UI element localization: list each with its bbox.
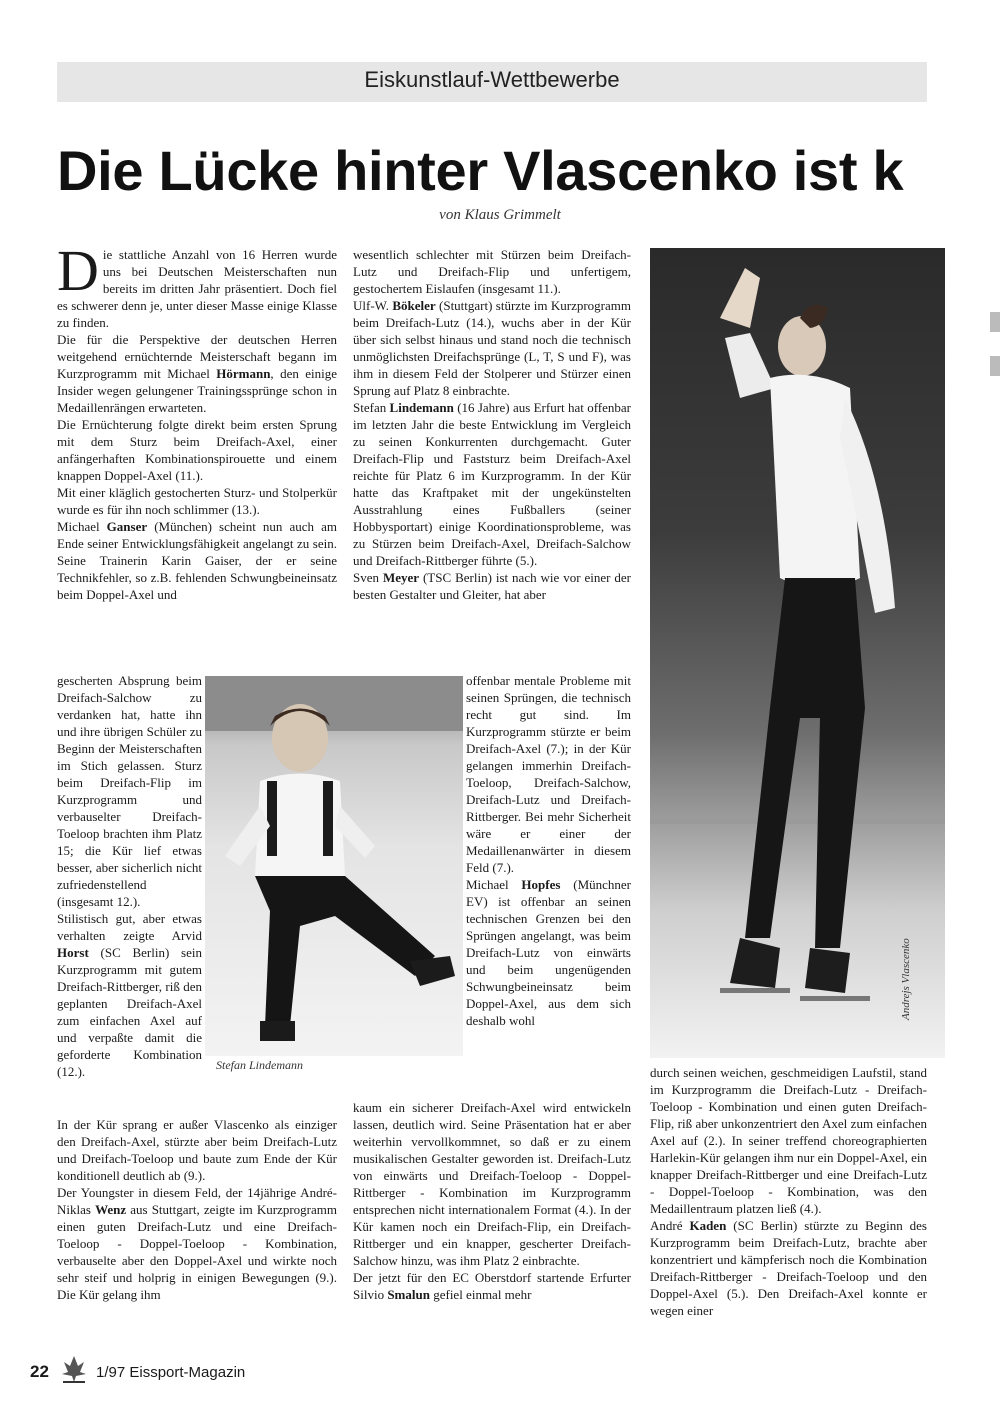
column-2-bottom — [353, 1099, 631, 1303]
paragraph: D ie stattliche Anzahl von 16 Herren wurde uns bei Deutschen Meisterschaften nun bereits im dritten Jahr präsentiert. Doch fiel es schwerer denn je, unter dieser Masse einige Klasse zu finden. — [57, 238, 337, 330]
column-2-narrow — [466, 672, 631, 1029]
skater-name: Bökeler — [392, 298, 436, 313]
photo-main-skater — [650, 248, 945, 1058]
section-label: Eiskunstlauf-Wettbewerbe — [364, 67, 620, 92]
skater-name: Hörmann — [216, 366, 271, 381]
skater-name: Smalun — [387, 1287, 430, 1302]
skater-name: Wenz — [95, 1202, 127, 1217]
paragraph: Stefan Lindemann (16 Jahre) aus Erfurt hat offenbar im letzten Jahr die beste Entwicklung im Vergleich zu seinen Konkurrenten durchgemacht. Guter Dreifach-Flip und Faststurz beim Dreifach-Axel reichte für Platz 6 im Kurzprogramm. In der Kür hatte das Kraftpaket mit der ungekünstelten Ausstrahlung eines Fußballers (seiner Hobbysportart) einige Koordinationsprobleme, was zu Stürzen beim Dreifach-Axel, Dreifach-Salchow und Dreifach-Rittberger führte (5.). — [353, 400, 631, 568]
scan-edge-mark — [990, 356, 1000, 376]
photo-credit: Andrejs Vlascenko — [900, 938, 912, 1020]
scan-edge-mark — [990, 312, 1000, 332]
byline: von Klaus Grimmelt — [439, 207, 561, 223]
paragraph: André Kaden (SC Berlin) stürzte zu Beginn des Kurzprogramm beim Dreifach-Lutz, brachte aber konzentriert und kämpferisch noch die Kombination Dreifach-Rittberger - Dreifach-Toeloop und den Doppel-Axel (5.). Den Dreifach-Axel konnte er wegen einer — [650, 1218, 927, 1318]
paragraph: offenbar mentale Probleme mit seinen Sprüngen, die technisch recht gut sind. Im Kurzprogramm stürzte er beim Dreifach-Axel (7.); in der Kür gelangen immerhin Dreifach-Toeloop, Dreifach-Salchow, Dreifach-Lutz und Dreifach-Rittberger. Bei mehr Sicherheit wäre er einer der Medaillenanwärter in diesem Feld (7.). — [466, 673, 631, 875]
column-1-bottom — [57, 1116, 337, 1303]
skater-name: Hopfes — [521, 877, 561, 892]
paragraph: durch seinen weichen, geschmeidigen Laufstil, stand im Kurzprogramm die Dreifach-Lutz - Dreifach-Toeloop - Kombination und einen guten Dreifach-Flip, riß aber unkonzentriert den Axel zum einfachen Axel auf (2.). In seiner treffend choreographierten Harlekin-Kür gelangen ihm nur ein Doppel-Axel, ein knapper Dreifach-Rittberger und eine Dreifach-Lutz - Doppel-Toeloop - Kombination, was den Medaillentraum platzen ließ (4.). — [650, 1065, 927, 1216]
magazine-name: 1/97 Eissport-Magazin — [96, 1364, 246, 1381]
headline: Die Lücke hinter Vlascenko ist k — [57, 139, 904, 202]
drop-cap: D — [57, 238, 99, 303]
paragraph: kaum ein sicherer Dreifach-Axel wird entwickeln lassen, deutlich wird. Seine Präsentation hat er aber weiterhin vervollkommnet, so daß er zu einem musikalischen Gestalter geworden ist. Dreifach-Lutz von einwärts und Dreifach-Toeloop - Doppel-Rittberger - Kombination im Kurzprogramm entsprechen nicht internationalem Format (4.). In der Kür kamen noch ein Dreifach-Flip, ein Dreifach-Rittberger und ein knapper, gescherter Dreifach-Salchow hinzu, was ihm Platz 2 einbrachte. — [353, 1100, 631, 1268]
paragraph: Der jetzt für den EC Oberstdorf startende Erfurter Silvio Smalun gefiel einmal mehr — [353, 1270, 631, 1302]
skater-logo-icon — [60, 1354, 88, 1384]
paragraph: Michael Ganser (München) scheint nun auch am Ende seiner Entwicklungsfähigkeit angelangt zu sein. Seine Trainerin Karin Gaiser, der er seine Technikfehler, so z.B. fehlenden Schwungbeineinsatz beim Doppel-Axel und — [57, 519, 337, 602]
skater-name: Kaden — [689, 1218, 727, 1233]
skater-name: Meyer — [382, 570, 420, 585]
photo-small-skater — [205, 676, 463, 1056]
column-3 — [650, 1064, 927, 1319]
paragraph: wesentlich schlechter mit Stürzen beim Dreifach-Lutz und Dreifach-Flip und unfertigem, gestochertem Eislaufen (insgesamt 11.). — [353, 247, 631, 296]
paragraph: Ulf-W. Bökeler (Stuttgart) stürzte im Kurzprogramm beim Dreifach-Lutz (14.), wuchs aber in der Kür über sich selbst hinaus und stand noch die technisch unmöglichsten Dreifachsprünge (L, T, S und F), was ihm in diesem Feld der Stolperer und Stürzer einen Sprung auf Platz 8 einbrachte. — [353, 298, 631, 398]
skater-figure-main — [650, 248, 945, 1058]
page-number: 22 — [30, 1362, 49, 1381]
skater-name: Ganser — [106, 519, 148, 534]
paragraph: In der Kür sprang er außer Vlascenko als einziger den Dreifach-Axel, stürzte aber beim Dreifach-Lutz und Dreifach-Toeloop und baute zum Ende der Kür konditionell deutlich ab (9.). — [57, 1117, 337, 1183]
paragraph: Die für die Perspektive der deutschen Herren weitgehend ernüchternde Meisterschaft begann im Kurzprogramm mit Michael Hörmann, den einige Insider wegen gelungener Trainingssprünge schon in Medaillenrängen erwarteten. — [57, 332, 337, 415]
paragraph: Mit einer kläglich gestocherten Sturz- und Stolperkür wurde es für ihn noch schlimmer (13.). — [57, 485, 337, 517]
paragraph: Michael Hopfes (Münchner EV) ist offenbar an seinen technischen Grenzen bei den Sprüngen angelangt, was beim Dreifach-Lutz von einwärts und beim ungenügenden Schwungbeineinsatz beim Doppel-Axel, aus dem sich deshalb wohl — [466, 877, 631, 1028]
column-1-narrow — [57, 672, 202, 1080]
paragraph: Sven Meyer (TSC Berlin) ist nach wie vor einer der besten Gestalter und Gleiter, hat aber — [353, 570, 631, 602]
paragraph: Der Youngster in diesem Feld, der 14jährige André-Niklas Wenz aus Stuttgart, zeigte im Kurzprogramm einen guten Dreifach-Lutz und eine Dreifach-Toeloop - Doppel-Toeloop - Kombination, verbauselte aber den Doppel-Axel und wirkte noch sehr steif und holprig in einigen Bewegungen (9.). Die Kür gelang ihm — [57, 1185, 337, 1302]
column-2-top — [353, 246, 631, 603]
column-1-top — [57, 238, 337, 603]
paragraph: gescherten Absprung beim Dreifach-Salchow zu verdanken hat, hatte ihn und ihre übrigen Schüler zu Beginn der Meisterschaften im Stich gelassen. Sturz beim Dreifach-Flip im Kurzprogramm und verbauselter Dreifach-Toeloop brachten ihm Platz 15; die Kür lief etwas besser, aber sicherlich nicht zufriedenstellend (insgesamt 12.). — [57, 673, 202, 909]
skater-figure-small — [205, 676, 463, 1056]
skater-name: Horst — [57, 945, 89, 960]
skater-name: Lindemann — [389, 400, 454, 415]
paragraph: Stilistisch gut, aber etwas verhalten zeigte Arvid Horst (SC Berlin) sein Kurzprogramm mit gutem Dreifach-Rittberger, riß den geplanten Dreifach-Axel zum einfachen Axel auf und verpaßte damit die geforderte Kombination (12.). — [57, 911, 202, 1079]
photo-caption: Stefan Lindemann — [216, 1058, 303, 1072]
section-bar — [57, 62, 927, 102]
paragraph: Die Ernüchterung folgte direkt beim ersten Sprung mit dem Sturz beim Dreifach-Axel, einer anfängerhaften Kombinationspirouette und einem knappen Doppel-Axel (11.). — [57, 417, 337, 483]
